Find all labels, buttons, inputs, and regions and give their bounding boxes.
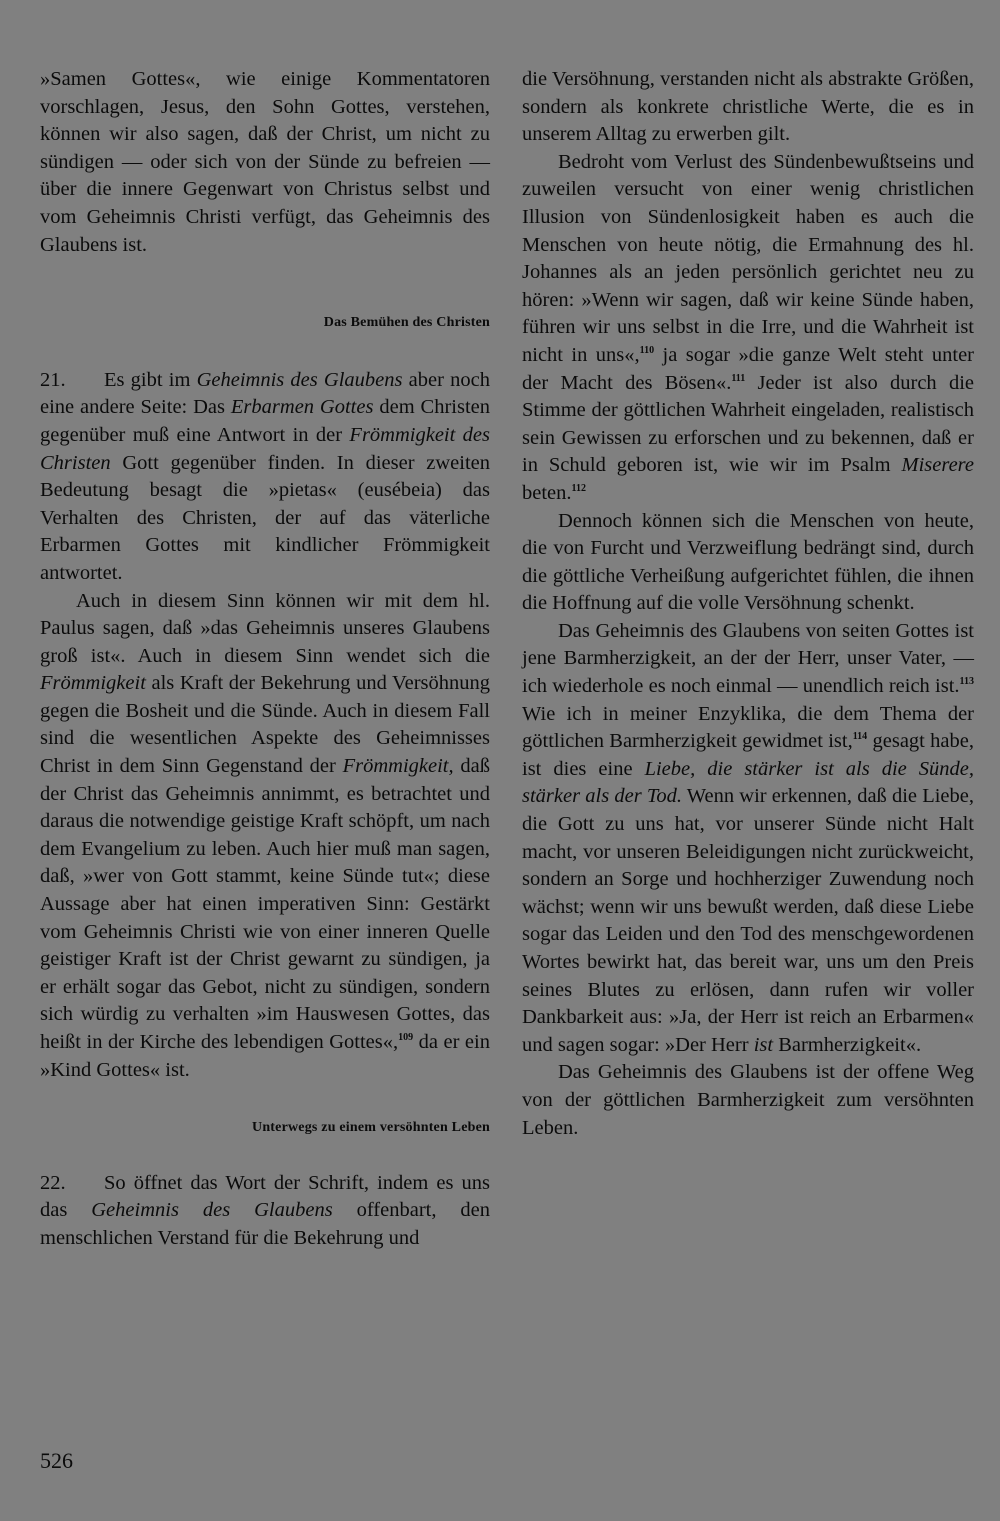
footnote-ref: 112 (571, 483, 586, 495)
paragraph-barmherzigkeit: Das Geheimnis des Glaubens von seiten Gottes ist jene Barmherzigkeit, an der der Herr, unser Vater, — ich wiederhole es noch einmal — unendlich reich ist.$^{113}$ Wie ich in meiner Enzyklika, die dem Thema der göttlichen Barmherzigkeit gewidmet ist,$^{114}$ gesagt habe, ist dies eine Liebe, die stärker ist als die Sünde, stärker als der Tod. Wenn wir erkennen, daß die Liebe, die Gott zu uns hat, vor unserer Sünde nicht Halt macht, vor unseren Beleidigungen nicht zurückweicht, sondern an Sorge und hochherziger Zuwendung noch wächst; wenn wir uns bewußt werden, daß diese Liebe sogar das Leiden und den Tod des menschgewordenen Wortes bewirkt hat, das bereit war, uns um den Preis seines Blutes zu erlösen, dann rufen wir voller Dankbarkeit aus: »Ja, der Herr ist reich an Erbarmen« und sagen sogar: »Der Herr ist Barmherzigkeit«. (522, 619, 974, 1056)
footnote-ref: 109 (398, 1032, 414, 1044)
paragraph-intro: »Samen Gottes«, wie einige Kommentatoren vorschlagen, Jesus, den Sohn Gottes, verstehen, können wir also sagen, daß der Christ, um nicht zu sündigen — oder sich von der Sünde zu befreien — über die innere Gegenwart von Christus selbst und vom Geheimnis Christi verfügt, das Geheimnis des Glaubens ist. (40, 68, 490, 256)
paragraph-offener-weg: Das Geheimnis des Glaubens ist der offene Weg von der göttlichen Barmherzigkeit zum versöhnten Leben. (522, 1061, 974, 1139)
right-column (522, 66, 974, 1142)
paragraph-number: 22. (40, 1171, 66, 1194)
paragraph-continuation: die Versöhnung, verstanden nicht als abstrakte Größen, sondern als konkrete christliche Werte, die es in unserem Alltag zu erwerben gilt. (522, 68, 974, 146)
footnote-ref: 114 (852, 731, 868, 743)
paragraph-suendenbewusstsein: Bedroht vom Verlust des Sündenbewußtseins und zuweilen versucht von einer wenig christlichen Illusion von Sündenlosigkeit haben es auch die Menschen von heute nötig, die Ermahnung des hl. Johannes als an jeden persönlich gerichtet neu zu hören: »Wenn wir sagen, daß wir keine Sünde haben, führen wir uns selbst in die Irre, und die Wahrheit ist nicht in uns«,$^{110}$ ja sogar »die ganze Welt steht unter der Macht des Bösen«.$^{111}$ Jeder ist also durch die Stimme der göttlichen Wahrheit eingeladen, realistisch sein Gewissen zu erforschen und zu bekennen, daß er in Schuld geboren ist, wie wir im Psalm Miserere beten.$^{112}$ (522, 150, 974, 504)
footnote-ref: 113 (959, 676, 974, 688)
section-heading-unterwegs: Unterwegs zu einem versöhnten Leben (252, 1120, 490, 1136)
page-number: 526 (40, 1448, 73, 1473)
paragraph-21: 21. Es gibt im Geheimnis des Glaubens aber noch eine andere Seite: Das Erbarmen Gottes dem Christen gegenüber muß eine Antwort in der Frömmigkeit des Christen Gott gegenüber finden. In dieser zweiten Bedeutung besagt die »pietas« (eusébeia) das Verhalten des Christen, der auf das väterliche Erbarmen Gottes mit kindlicher Frömmigkeit antwortet. (40, 368, 490, 584)
paragraph-21-continued: Auch in diesem Sinn können wir mit dem hl. Paulus sagen, daß »das Geheimnis unseres Glaubens groß ist«. Auch in diesem Sinn wendet sich die Frömmigkeit als Kraft der Bekehrung und Versöhnung gegen die Bosheit und die Sünde. Auch in diesem Fall sind die wesentlichen Aspekte des Geheimnisses Christ in dem Sinn Gegenstand der Frömmigkeit, daß der Christ das Geheimnis annimmt, es betrachtet und daraus die notwendige geistige Kraft schöpft, um nach dem Evangelium zu leben. Auch hier muß man sagen, daß, »wer von Gott stammt, keine Sünde tut«; diese Aussage aber hat einen imperativen Sinn: Gestärkt vom Geheimnis Christi wie von einer inneren Quelle geistiger Kraft ist der Christ gewarnt zu sündigen, ja er erhält sogar das Gebot, nicht zu sündigen, sondern sich würdig zu verhalten »im Hauswesen Gottes, das heißt in der Kirche des lebendigen Gottes«,$^{109}$ da er ein »Kind Gottes« ist. (40, 589, 491, 1081)
section-heading-bemuehen: Das Bemühen des Christen (323, 315, 490, 331)
paragraph-dennoch: Dennoch können sich die Menschen von heute, die von Furcht und Verzweiflung bedrängt sind, durch die göttliche Verheißung aufgerichtet fühlen, die ihnen die Hoffnung auf die volle Versöhnung schenkt. (522, 509, 974, 615)
paragraph-22: 22. So öffnet das Wort der Schrift, indem es uns das Geheimnis des Glaubens offenbart, den menschlichen Verstand für die Bekehrung und (40, 1171, 490, 1249)
footnote-ref: 111 (731, 372, 746, 384)
paragraph-number: 21. (40, 368, 66, 391)
left-column (40, 66, 490, 1253)
footnote-ref: 110 (639, 345, 655, 357)
